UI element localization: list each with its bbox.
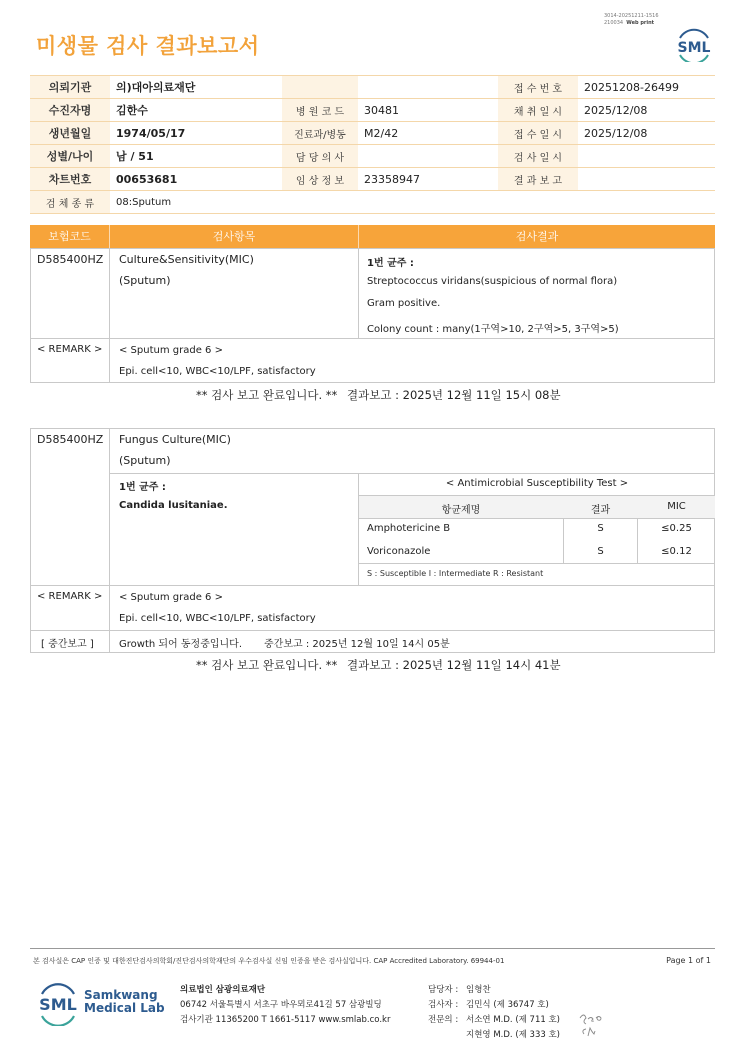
test2-remark-label: < REMARK >: [37, 591, 103, 602]
info-value: 00653681: [110, 168, 282, 191]
sml-logo-text: SML: [677, 40, 711, 56]
org-address: 06742 서울특별시 서초구 바우뫼로41길 57 삼광빌딩: [180, 1000, 382, 1010]
info-label: 성별/나이: [30, 145, 110, 168]
signature-icon: [576, 1010, 608, 1040]
info-label: 접 수 일 시: [498, 122, 578, 145]
sml-logo-icon: [674, 28, 714, 62]
ast-result: S: [597, 523, 604, 534]
staff-role: 담당자 :: [428, 985, 459, 995]
sml-footer-logo-icon: [36, 980, 80, 1026]
patient-info-table: [30, 75, 715, 214]
test2-strain-name: Candida lusitaniae.: [119, 500, 228, 511]
info-label: 진료과/병동: [282, 122, 358, 145]
ast-legend: S : Susceptible I : Intermediate R : Resistant: [367, 569, 544, 578]
ast-drug: Amphotericine B: [367, 523, 451, 534]
info-value: [358, 76, 498, 99]
info-value: 2025/12/08: [578, 99, 715, 122]
info-label: 생년월일: [30, 122, 110, 145]
test1-remark-label: < REMARK >: [37, 344, 103, 355]
info-label: 결 과 보 고: [498, 168, 578, 191]
print-info-line2: 210034: [604, 20, 624, 26]
test1-result-line: Gram positive.: [367, 298, 441, 309]
info-value: [578, 168, 715, 191]
info-value: 23358947: [358, 168, 498, 191]
ast-mic: ≤0.12: [661, 546, 692, 557]
interim-label: [ 중간보고 ]: [41, 639, 94, 650]
info-label: 담 당 의 사: [282, 145, 358, 168]
footer-staff: [428, 983, 560, 1043]
print-info: [604, 13, 659, 27]
test1-result-line: Colony count : many(1구역>10, 2구역>5, 3구역>5): [367, 324, 619, 335]
info-label: 임 상 정 보: [282, 168, 358, 191]
specimen-value: 08:Sputum: [110, 191, 715, 214]
interim-time: 중간보고 : 2025년 12월 10일 14시 05분: [264, 639, 450, 650]
specimen-label: 검 체 종 류: [30, 191, 110, 214]
test2-remark-line: Epi. cell<10, WBC<10/LPF, satisfactory: [119, 613, 316, 624]
ast-result: S: [597, 546, 604, 557]
info-value: 2025/12/08: [578, 122, 715, 145]
staff-name: 지현영 M.D. (제 333 호): [466, 1030, 561, 1040]
ast-mic: ≤0.25: [661, 523, 692, 534]
info-value: [578, 145, 715, 168]
info-label: 검 사 일 시: [498, 145, 578, 168]
test1-complete-text: ** 검사 보고 완료입니다. **: [196, 388, 338, 402]
brand-line1: Samkwang: [84, 988, 158, 1002]
info-label: 차트번호: [30, 168, 110, 191]
brand-line2: Medical Lab: [84, 1001, 165, 1015]
col-result: 검사결과: [515, 230, 559, 243]
org-name: 의료법인 삼광의료재단: [180, 985, 266, 995]
test2-remark-line: < Sputum grade 6 >: [119, 592, 223, 603]
info-label: [282, 76, 358, 99]
ast-header-mic: MIC: [667, 501, 686, 512]
test1-specimen: (Sputum): [119, 274, 171, 287]
test1-remark-line: Epi. cell<10, WBC<10/LPF, satisfactory: [119, 366, 316, 377]
staff-name: 김민식 (제 36747 호): [466, 1000, 549, 1010]
info-label: 수진자명: [30, 99, 110, 122]
test1-name: Culture&Sensitivity(MIC): [119, 253, 254, 266]
result-column-header: [30, 225, 715, 248]
info-label: 의뢰기관: [30, 76, 110, 99]
ast-header-drug: 항균제명: [441, 505, 481, 516]
info-row: [30, 76, 715, 99]
test1-result-line: Streptococcus viridans(suspicious of normal flora): [367, 276, 618, 287]
footer-brand: [84, 989, 165, 1015]
info-value: 20251208-26499: [578, 76, 715, 99]
staff-role: 검사자 :: [428, 1000, 459, 1010]
info-row: [30, 122, 715, 145]
info-label: 접 수 번 호: [498, 76, 578, 99]
report-title: 미생물 검사 결과보고서: [36, 34, 260, 58]
info-value: 의)대아의료재단: [110, 76, 282, 99]
page-number: Page 1 of 1: [666, 956, 711, 965]
interim-text: Growth 되어 동정중입니다.: [119, 639, 243, 650]
test2-strain-label: 1번 균주 :: [119, 482, 166, 493]
ast-header-result: 결과: [590, 505, 611, 516]
test1-remark-line: < Sputum grade 6 >: [119, 345, 223, 356]
test2-name: Fungus Culture(MIC): [119, 433, 231, 446]
test1-result-line: 1번 균주 :: [367, 258, 414, 269]
specimen-row: [30, 191, 715, 214]
info-label: 병 원 코 드: [282, 99, 358, 122]
info-label: 채 취 일 시: [498, 99, 578, 122]
info-value: [358, 145, 498, 168]
org-contact: 검사기관 11365200 T 1661-5117 www.smlab.co.kr: [180, 1015, 391, 1025]
test2-report-time: 결과보고 : 2025년 12월 11일 14시 41분: [347, 658, 561, 672]
test2-code: D585400HZ: [37, 433, 104, 446]
staff-role: 전문의 :: [428, 1015, 459, 1025]
staff-name: 서소연 M.D. (제 711 호): [466, 1015, 561, 1025]
info-value: M2/42: [358, 122, 498, 145]
test2-specimen: (Sputum): [119, 454, 171, 467]
info-value: 남 / 51: [110, 145, 282, 168]
test1-report-time: 결과보고 : 2025년 12월 11일 15시 08분: [347, 388, 561, 402]
test1-code: D585400HZ: [37, 253, 104, 266]
sml-footer-logo-text: SML: [39, 995, 77, 1014]
col-item: 검사항목: [212, 230, 256, 243]
footer-org: [180, 983, 390, 1028]
footer-note: 본 검사실은 CAP 인증 및 대한진단검사의학회/진단검사의학재단의 우수검사실 신임 인증을 받은 검사실입니다. CAP Accredited Laboratory. 69944-01: [33, 957, 505, 965]
test2-complete-text: ** 검사 보고 완료입니다. **: [196, 658, 338, 672]
print-info-line1: 3014-20251211-1516: [604, 13, 659, 19]
info-value: 김한수: [110, 99, 282, 122]
web-print-label: Web print: [626, 20, 655, 26]
col-code: 보험코드: [48, 230, 91, 243]
ast-title: < Antimicrobial Susceptibility Test >: [445, 478, 629, 489]
info-row: [30, 168, 715, 191]
info-value: 30481: [358, 99, 498, 122]
ast-drug: Voriconazole: [367, 546, 431, 557]
info-row: [30, 145, 715, 168]
staff-name: 임형찬: [466, 985, 491, 995]
footer-divider: [30, 948, 715, 949]
info-row: [30, 99, 715, 122]
info-value: 1974/05/17: [110, 122, 282, 145]
